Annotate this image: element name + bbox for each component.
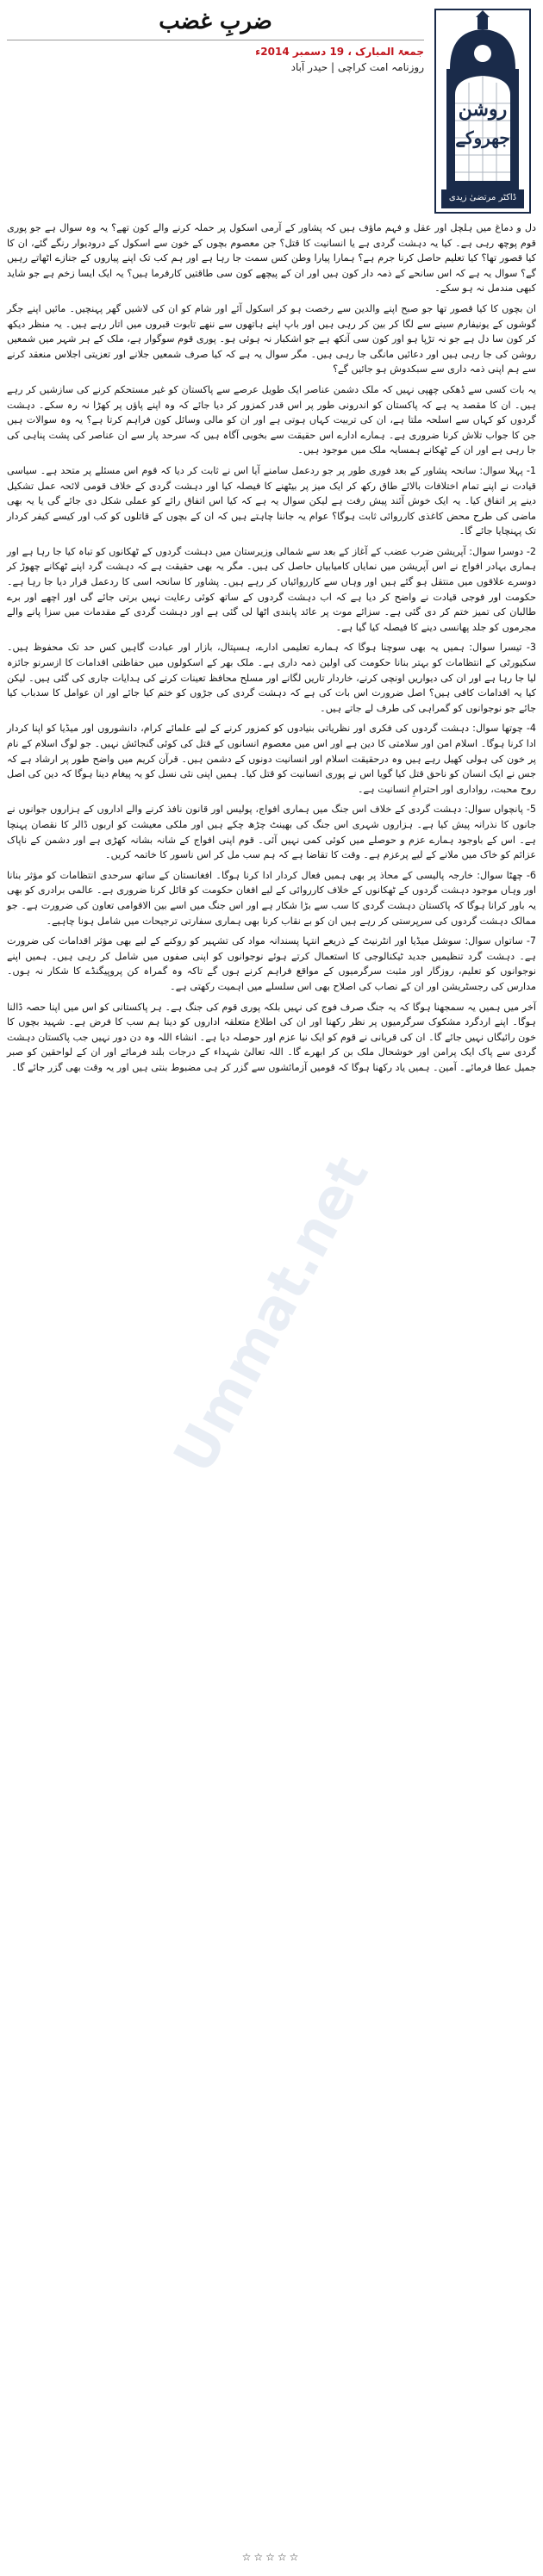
article-paragraph: 1- پہلا سوال: سانحہ پشاور کے بعد فوری طور پر جو ردعمل سامنے آیا اس نے ثابت کر دیا کہ قوم اس مسئلے پر متحد ہے۔ سیاسی قیادت نے اپنے تمام اختلافات بالائے طاق رکھ کر ایک میز پر بیٹھنے کا فیصلہ کیا اور دہشت گردی کے خلاف قومی لائحہ عمل تشکیل دینے پر اتفاق کیا۔ یہ ایک خوش آئند پیش رفت ہے لیکن سوال یہ ہے کہ کیا اس اتفاق رائے کو عملی شکل دی جائے گی یا یہ بھی ماضی کی طرح محض کاغذی کارروائی ثابت ہوگا؟ عوام یہ جاننا چاہتے ہیں کہ ان کے بچوں کے قاتلوں کو کب اور کیسے کیفر کردار تک پہنچایا جائے گا۔	[7, 464, 536, 537]
article-paragraph: 7- ساتواں سوال: سوشل میڈیا اور انٹرنیٹ کے ذریعے انتہا پسندانہ مواد کی تشہیر کو روکنے کے لیے بھی مؤثر اقدامات کی ضرورت ہے۔ دہشت گرد تنظیمیں جدید ٹیکنالوجی کا استعمال کرتے ہوئے نوجوانوں کو اپنی صفوں میں شامل کر رہی ہیں۔ ہمیں اپنے نوجوانوں کو تعلیم، روزگار اور مثبت سرگرمیوں کے مواقع فراہم کرنے ہوں گے تاکہ وہ گمراہ کن پروپیگنڈے کا شکار نہ ہوں۔ مدارس کی رجسٹریشن اور ان کے نصاب کی اصلاح بھی اس سلسلے میں اہمیت رکھتی ہے۔	[7, 935, 536, 992]
article-paragraph: 5- پانچواں سوال: دہشت گردی کے خلاف اس جنگ میں ہماری افواج، پولیس اور قانون نافذ کرنے والے اداروں کے ہزاروں جوانوں نے جانوں کا نذرانہ پیش کیا ہے۔ ہزاروں شہری اس جنگ کی بھینٹ چڑھ چکے ہیں اور ملکی معیشت کو اربوں ڈالر کا نقصان پہنچا ہے۔ اس کے باوجود ہمارے عزم و حوصلے میں کوئی کمی نہیں آئی۔ قوم اپنی افواج کے شانہ بشانہ کھڑی ہے اور دشمن کے ناپاک عزائم کو خاک میں ملانے کے لیے پرعزم ہے۔ وقت کا تقاضا ہے کہ ہم سب مل کر اس ناسور کا خاتمہ کریں۔	[7, 804, 536, 861]
article-paragraph: 6- چھٹا سوال: خارجہ پالیسی کے محاذ پر بھی ہمیں فعال کردار ادا کرنا ہوگا۔ افغانستان کے ساتھ سرحدی انتظامات کو مؤثر بنانا اور وہاں موجود دہشت گردوں کے ٹھکانوں کے خلاف کارروائی کے لیے افغان حکومت کو قائل کرنا ضروری ہے۔ عالمی برادری کو بھی یہ باور کرانا ہوگا کہ پاکستان دہشت گردی کا سب سے بڑا شکار ہے اور اس جنگ میں اسے بین الاقوامی تعاون کی ضرورت ہے۔ جو ممالک دہشت گردوں کی سرپرستی کر رہے ہیں ان کو بے نقاب کرنا بھی ہماری سفارتی ترجیحات میں شامل ہونا چاہیے۔	[7, 869, 536, 927]
article-paragraph: 4- چوتھا سوال: دہشت گردوں کی فکری اور نظریاتی بنیادوں کو کمزور کرنے کے لیے علمائے کرام، دانشوروں اور میڈیا کو اپنا کردار ادا کرنا ہوگا۔ اسلام امن اور سلامتی کا دین ہے اور اس میں معصوم انسانوں کے قتل کی کوئی گنجائش نہیں۔ جو لوگ اسلام کے نام پر خون کی ہولی کھیل رہے ہیں وہ درحقیقت اسلام اور انسانیت دونوں کے دشمن ہیں۔ قرآن کریم میں واضح طور پر ارشاد ہے کہ جس نے ایک انسان کو ناحق قتل کیا گویا اس نے پوری انسانیت کو قتل کیا۔ ہمیں اپنی نئی نسل کو یہ پیغام دینا ہوگا کہ دین کی اصل روح محبت، رواداری اور احترامِ انسانیت ہے۔	[7, 723, 536, 795]
article-end-marker: ☆☆☆☆☆	[241, 2551, 302, 2563]
column-header	[7, 5, 536, 220]
logo-line-1: روشن	[458, 98, 508, 121]
article-paragraph: آخر میں ہمیں یہ سمجھنا ہوگا کہ یہ جنگ صرف فوج کی نہیں بلکہ پوری قوم کی جنگ ہے۔ ہر پاکستانی کو اس میں اپنا حصہ ڈالنا ہوگا۔ اپنے اردگرد مشکوک سرگرمیوں پر نظر رکھنا اور ان کی اطلاع متعلقہ اداروں کو دینا ہم سب کا فرض ہے۔ شہید بچوں کا خون رائیگاں نہیں جائے گا۔ ان کی قربانی نے قوم کو ایک نیا عزم اور حوصلہ دیا ہے۔ انشاء اللہ وہ دن دور نہیں جب پاکستان دہشت گردی سے پاک ایک پرامن اور خوشحال ملک بن کر ابھرے گا۔ اللہ تعالیٰ شہداء کے درجات بلند فرمائے اور ان کے لواحقین کو صبر جمیل عطا فرمائے۔ آمین۔ ہمیں یاد رکھنا ہوگا کہ قومیں آزمائشوں سے گزر کر ہی مضبوط بنتی ہیں اور یہ وقت بھی گزر جائے گا۔	[7, 1001, 536, 1073]
column-article	[7, 220, 536, 1080]
column-dateline: جمعۃ المبارک ، 19 دسمبر 2014ء	[255, 46, 424, 58]
article-paragraph: یہ بات کسی سے ڈھکی چھپی نہیں کہ ملک دشمن عناصر ایک طویل عرصے سے پاکستان کو غیر مستحکم کرنے کی سازشیں کر رہے ہیں۔ ان کا مقصد یہ ہے کہ پاکستان کو اندرونی طور پر اس قدر کمزور کر دیا جائے کہ وہ اپنے پاؤں پر کھڑا نہ رہ سکے۔ دہشت گردوں کو کہاں سے اسلحہ ملتا ہے، ان کی تربیت کہاں ہوتی ہے اور ان کو مالی وسائل کون فراہم کرتا ہے؟ یہ وہ سوالات ہیں جن کا جواب تلاش کرنا ضروری ہے۔ ہمارے ادارے اس حقیقت سے بخوبی آگاہ ہیں کہ سرحد پار سے ان عناصر کی پشت پناہی کی جا رہی ہے اور ان کے ٹھکانے ہمسایہ ملک میں موجود ہیں۔	[7, 383, 536, 456]
logo-author: ڈاکٹر مرتضیٰ زیدی	[448, 193, 517, 202]
column-title: ضربِ غضب	[7, 9, 424, 40]
column-logo	[434, 9, 531, 214]
article-paragraph: دل و دماغ میں ہلچل اور عقل و فہم ماؤف ہیں کہ پشاور کے آرمی اسکول پر حملہ کرنے والے کون تھے؟ یہ وہ سوال ہے جو پوری قوم پوچھ رہی ہے۔ کیا یہ دہشت گردی ہے یا انسانیت کا قتل؟ جن معصوم بچوں کے خون سے اسکول کے درودیوار رنگے گئے، ان کا کیا قصور تھا؟ کیا تعلیم حاصل کرنا جرم ہے؟ ہمارا پیارا وطن کس سمت جا رہا ہے اور ہم کب تک اپنے پیاروں کے جنازے اٹھاتے رہیں گے؟ سوال یہ ہے کہ اس سانحے کے ذمہ دار کون ہیں اور ان کے پیچھے کون سی طاقتیں کارفرما ہیں؟ یہ ایک ایسا زخم ہے جو شاید کبھی مندمل نہ ہو سکے۔	[7, 222, 536, 295]
site-watermark: Ummat.net	[162, 1146, 382, 1484]
column-source: روزنامہ امت کراچی | حیدر آباد	[290, 61, 424, 73]
article-paragraph: ان بچوں کا کیا قصور تھا جو صبح اپنے والدین سے رخصت ہو کر اسکول آئے اور شام کو ان کی لاشیں گھر پہنچیں۔ مائیں اپنے جگر گوشوں کے یونیفارم سینے سے لگا کر بین کر رہی ہیں اور باپ اپنے ہاتھوں سے ننھے تابوت قبروں میں اتار رہے ہیں۔ یہ منظر دیکھ کر کون سا دل ہے جو نہ تڑپا ہو اور کون سی آنکھ ہے جو اشکبار نہ ہوئی ہو۔ پوری قوم سوگوار ہے، ملک کے ہر شہر میں شمعیں روشن کی جا رہی ہیں اور دعائیں مانگی جا رہی ہیں۔ مگر سوال یہ ہے کہ کیا صرف شمعیں جلانے اور تعزیتی اجلاس منعقد کرنے سے ہم اپنی ذمہ داری سے سبکدوش ہو جائیں گے؟	[7, 302, 536, 376]
article-paragraph: 2- دوسرا سوال: آپریشن ضرب عضب کے آغاز کے بعد سے شمالی وزیرستان میں دہشت گردوں کے ٹھکانوں کو تباہ کیا جا رہا ہے اور ہماری بہادر افواج نے اس آپریشن میں نمایاں کامیابیاں حاصل کی ہیں۔ مگر یہ بھی حقیقت ہے کہ دہشت گرد اپنے ٹھکانے چھوڑ کر دوسرے علاقوں میں منتقل ہو گئے ہیں اور وہاں سے کارروائیاں کر رہے ہیں۔ پشاور کا سانحہ اسی کا ردعمل قرار دیا جا رہا ہے۔ حکومت اور فوجی قیادت نے واضح کر دیا ہے کہ اب دہشت گردوں کے ساتھ کوئی رعایت نہیں برتی جائے گی اور اچھے اور برے طالبان کی تمیز ختم کر دی گئی ہے۔ سزائے موت پر عائد پابندی اٹھا لی گئی ہے اور دہشت گردی کے مقدمات میں سزا پانے والے مجرموں کو جلد پھانسی دینے کا فیصلہ کیا گیا ہے۔	[7, 545, 536, 633]
logo-line-2: جھروکے	[455, 127, 510, 148]
article-paragraph: 3- تیسرا سوال: ہمیں یہ بھی سوچنا ہوگا کہ ہمارے تعلیمی ادارے، ہسپتال، بازار اور عبادت گاہیں کس حد تک محفوظ ہیں۔ سکیورٹی کے انتظامات کو بہتر بنانا حکومت کی اولین ذمہ داری ہے۔ ملک بھر کے اسکولوں میں حفاظتی اقدامات کا ازسرنو جائزہ لیا جا رہا ہے اور ان کی دیواریں اونچی کرنے، خاردار تاریں لگانے اور مسلح محافظ تعینات کرنے کی ہدایات جاری کی گئی ہیں۔ لیکن کیا یہ اقدامات کافی ہیں؟ اصل ضرورت اس بات کی ہے کہ دہشت گردی کی جڑوں کو ختم کیا جائے اور ان عوامل کا سدباب کیا جائے جو نوجوانوں کو گمراہی کی طرف لے جاتے ہیں۔	[7, 642, 536, 714]
column-header-text	[7, 5, 424, 73]
